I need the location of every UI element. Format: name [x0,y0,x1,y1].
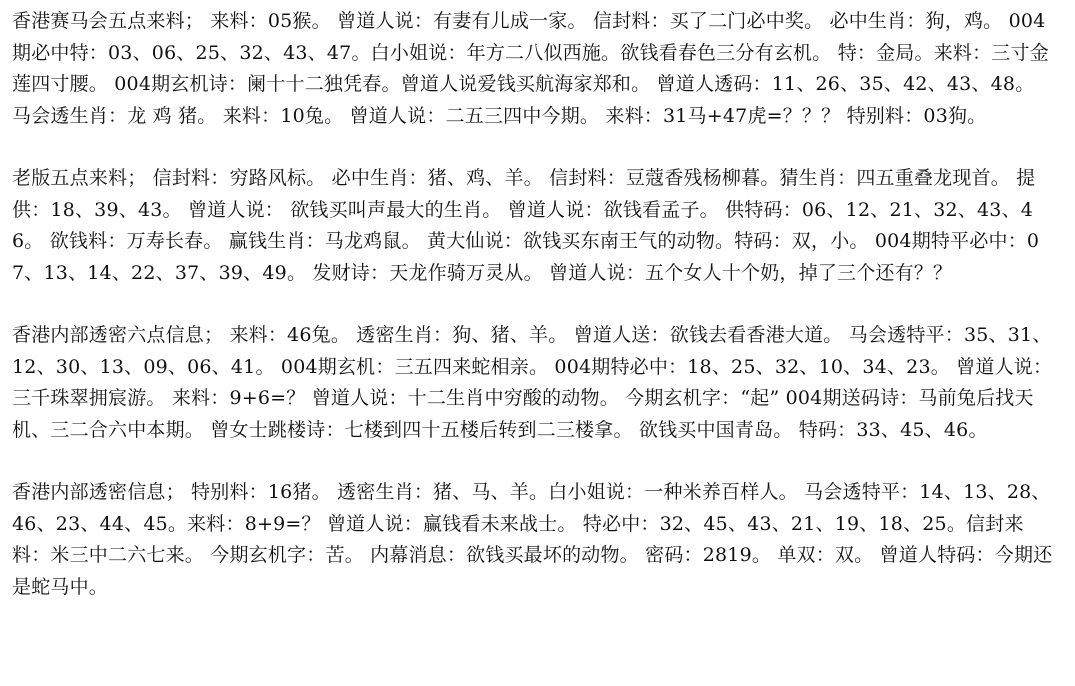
paragraph-hk-insider-six-oclock: 香港内部透密六点信息； 来料：46兔。 透密生肖：狗、猪、羊。 曾道人送：欲钱去看香港大道。 马会透特平：35、31、12、30、13、09、06、41。 004期玄机：三五四来蛇相亲。 004期特必中：18、25、32、10、34、23。 曾道人说：三千珠翠拥宸游。 来料：9+6=？ 曾道人说：十二生肖中穷酸的动物。 今期玄机字：“起” 004期送码诗：马前兔后找天机、三二合六中本期。 曾女士跳楼诗：七楼到四十五楼后转到二三楼拿。 欲钱买中国青岛。 特码：33、45、46。 [12,324,1053,441]
paragraph-hk-insider-info: 香港内部透密信息； 特别料：16猪。 透密生肖：猪、马、羊。白小姐说：一种米养百样人。 马会透特平：14、13、28、46、23、44、45。来料：8+9=？ 曾道人说：赢钱看未来战士。 特必中：32、45、43、21、19、18、25。信封来料：米三中二六七来。 今期玄机字：苦。 内幕消息：欲钱买最坏的动物。 密码：2819。 单双：双。 曾道人特码：今期还是蛇马中。 [12,481,1053,598]
paragraph-old-edition-five-oclock: 老版五点来料； 信封料：穷路风标。 必中生肖：猪、鸡、羊。 信封料：豆蔻香残杨柳暮。猜生肖：四五重叠龙现首。 提供：18、39、43。 曾道人说： 欲钱买叫声最大的生肖。 曾道人说：欲钱看孟子。 供特码：06、12、21、32、43、46。 欲钱料：万寿长春。 赢钱生肖：马龙鸡鼠。 黄大仙说：欲钱买东南王气的动物。特码：双，小。 004期特平必中：07、13、14、22、37、39、49。 发财诗：天龙作骑万灵从。 曾道人说：五个女人十个奶，掉了三个还有？？ [12,167,1040,284]
paragraph-hk-jockey-five-oclock: 香港赛马会五点来料； 来料：05猴。 曾道人说：有妻有儿成一家。 信封料：买了二门必中奖。 必中生肖：狗，鸡。 004期必中特：03、06、25、32、43、47。白小姐说：年方二八似西施。欲钱看春色三分有玄机。 特：金局。来料：三寸金莲四寸腰。 004期玄机诗：阑十十二独凭春。曾道人说爱钱买航海家郑和。 曾道人透码：11、26、35、42、43、48。 马会透生肖：龙 鸡 猪。 来料：10兔。 曾道人说：二五三四中今期。 来料：31马+47虎=？？？ 特别料：03狗。 [12,10,1049,127]
